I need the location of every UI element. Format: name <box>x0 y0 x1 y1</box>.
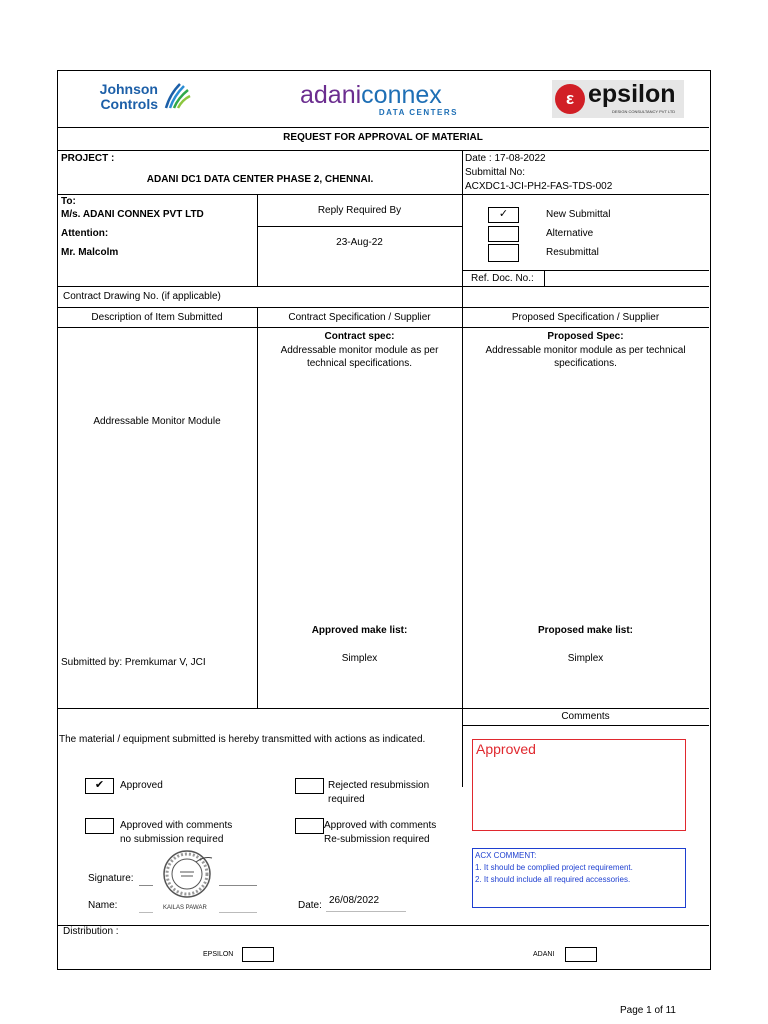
column-header-contract: Contract Specification / Supplier <box>288 312 431 323</box>
rejected-checkbox[interactable] <box>295 778 324 794</box>
proposed-make-label: Proposed make list: <box>537 625 634 636</box>
resubmission-line1: Approved with comments <box>324 820 437 831</box>
date-label: Date: <box>298 900 322 911</box>
name-value: KAILAS PAWAR <box>163 905 207 911</box>
submitted-by: Submitted by: Premkumar V, JCI <box>61 657 206 668</box>
johnson-swirl-icon <box>160 80 192 112</box>
contract-spec-title: Contract spec: <box>324 331 395 342</box>
proposed-spec-title: Proposed Spec: <box>547 331 624 342</box>
name-label: Name: <box>88 900 118 911</box>
reply-required-label: Reply Required By <box>317 205 402 216</box>
acx-comment-line1: 1. It should be complied project requirement. <box>475 863 633 872</box>
adani-subtitle: DATA CENTERS <box>378 108 458 117</box>
proposed-spec-line1: Addressable monitor module as per technical <box>485 345 686 356</box>
actions-intro: The material / equipment submitted is hereby transmitted with actions as indicated. <box>59 734 426 745</box>
connex-text: connex <box>361 81 442 109</box>
column-header-description: Description of Item Submitted <box>91 312 223 323</box>
distribution-adani-checkbox[interactable] <box>565 947 597 962</box>
form-title: REQUEST FOR APPROVAL OF MATERIAL <box>283 132 483 143</box>
epsilon-emblem-icon: ε <box>555 84 585 114</box>
project-name: ADANI DC1 DATA CENTER PHASE 2, CHENNAI. <box>146 174 374 185</box>
acx-comment-box <box>472 848 686 908</box>
proposed-spec-line2: specifications. <box>554 358 617 369</box>
submittal-number: ACXDC1-JCI-PH2-FAS-TDS-002 <box>465 181 613 192</box>
approved-make-label: Approved make list: <box>311 625 408 636</box>
adaniconnex-logo <box>300 80 470 120</box>
date-value: 26/08/2022 <box>329 895 380 906</box>
johnson-controls-logo <box>88 80 208 124</box>
contract-spec-line2: technical specifications. <box>306 358 413 369</box>
acx-comment-title: ACX COMMENT: <box>475 851 537 860</box>
alternative-label: Alternative <box>546 228 594 239</box>
rejected-line2: required <box>328 794 365 805</box>
column-header-proposed: Proposed Specification / Supplier <box>511 312 660 323</box>
johnson-logo-text: Johnson Controls <box>99 81 158 112</box>
proposed-make-value: Simplex <box>567 653 604 664</box>
distribution-adani-label: ADANI <box>533 951 555 958</box>
comments-label: Comments <box>561 711 610 722</box>
approved-with-comments-checkbox[interactable] <box>85 818 114 834</box>
alternative-checkbox[interactable] <box>488 226 519 242</box>
resubmission-line2: Re-submission required <box>324 834 430 845</box>
project-label: PROJECT : <box>61 153 115 164</box>
distribution-label: Distribution : <box>63 926 119 937</box>
acx-comment-line2: 2. It should include all required accessories. <box>475 875 631 884</box>
adani-text: adani <box>300 81 362 109</box>
contract-drawing-label: Contract Drawing No. (if applicable) <box>63 291 221 302</box>
reply-required-date: 23-Aug-22 <box>336 237 383 248</box>
approved-checkbox[interactable]: ✔ <box>85 778 114 794</box>
page-number: Page 1 of 11 <box>620 1005 676 1016</box>
approved-make-value: Simplex <box>341 653 378 664</box>
resubmittal-checkbox[interactable] <box>488 244 519 262</box>
distribution-epsilon-checkbox[interactable] <box>242 947 274 962</box>
resubmittal-label: Resubmittal <box>546 247 599 258</box>
epsilon-subtitle: DESIGN CONSULTANCY PVT LTD <box>612 109 676 114</box>
rejected-line1: Rejected resubmission <box>328 780 430 791</box>
approved-with-comments-line1: Approved with comments <box>120 820 233 831</box>
attention-label: Attention: <box>61 228 109 239</box>
submittal-label: Submittal No: <box>465 167 526 178</box>
attention-name: Mr. Malcolm <box>61 247 119 258</box>
project-date: Date : 17-08-2022 <box>465 153 546 164</box>
distribution-epsilon-label: EPSILON <box>203 951 234 958</box>
epsilon-logo <box>552 80 684 118</box>
resubmission-checkbox[interactable] <box>295 818 324 834</box>
company-seal-stamp-icon <box>156 848 218 900</box>
item-description: Addressable Monitor Module <box>93 416 221 427</box>
ref-doc-label: Ref. Doc. No.: <box>471 273 534 284</box>
signature-label: Signature: <box>88 873 134 884</box>
to-label: To: <box>61 196 76 207</box>
approval-status-text: Approved <box>476 741 536 757</box>
contract-spec-line1: Addressable monitor module as per <box>280 345 439 356</box>
approved-label: Approved <box>120 780 163 791</box>
new-submittal-label: New Submittal <box>546 209 611 220</box>
epsilon-text: epsilon <box>588 80 676 108</box>
to-company: M/s. ADANI CONNEX PVT LTD <box>61 209 204 220</box>
new-submittal-checkbox[interactable]: ✓ <box>488 207 519 223</box>
approved-with-comments-line2: no submission required <box>120 834 224 845</box>
approval-status-box <box>472 739 686 831</box>
